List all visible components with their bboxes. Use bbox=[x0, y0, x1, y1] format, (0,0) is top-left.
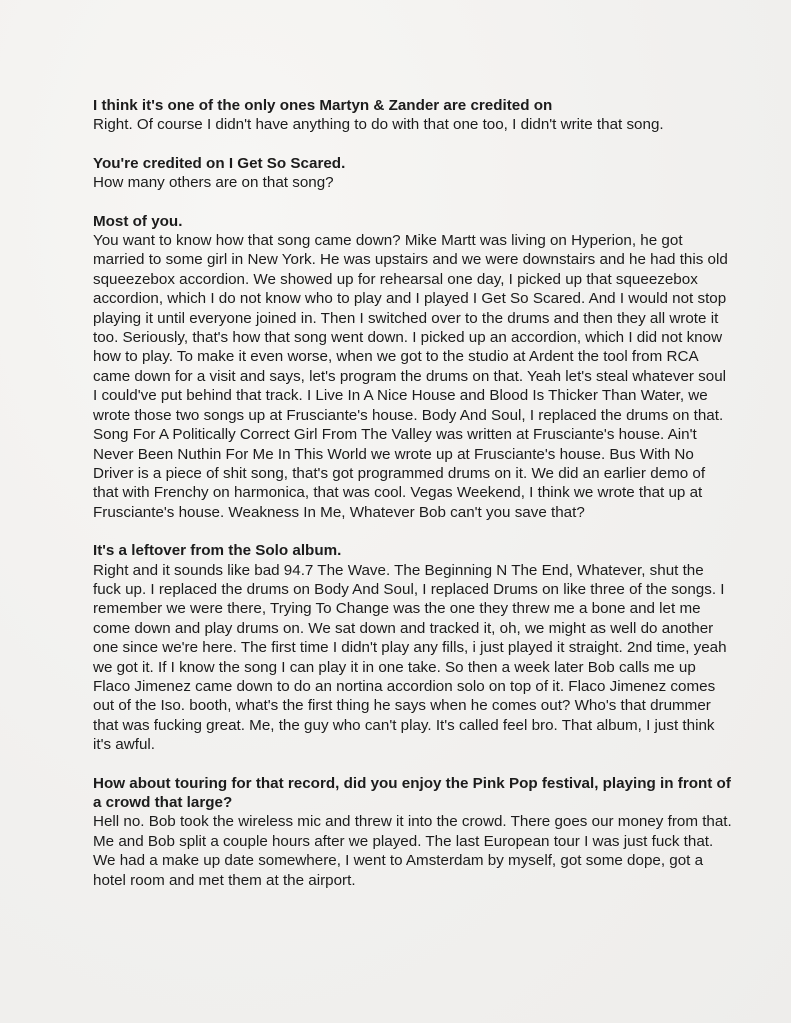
answer-4: Right and it sounds like bad 94.7 The Wave. The Beginning N The End, Whatever, shut the fuck up. I replaced the drums on Body And Soul, I replaced Drums on like three of the songs. I remember we were there, Trying To Change was the one they threw me a bone and let me come down and play drums on. We sat down and tracked it, oh, we might as well do another one since we're here. The first time I didn't play any fills, i just played it straight. 2nd time, yeah we got it. If I know the song I can play it in one take. So then a week later Bob calls me up Flaco Jimenez came down to do an nortina accordion solo on top of it. Flaco Jimenez comes out of the Iso. booth, what's the first thing he says when he comes out? Who's that drummer that was fucking great. Me, the guy who can't play. It's called feel bro. That album, I just think it's awful. bbox=[93, 561, 727, 754]
interview-transcript bbox=[93, 96, 733, 890]
qa-block-1 bbox=[93, 96, 733, 135]
qa-block-5 bbox=[93, 774, 733, 890]
qa-block-2 bbox=[93, 154, 733, 193]
question-4: It's a leftover from the Solo album. bbox=[93, 542, 342, 560]
answer-1: Right. Of course I didn't have anything to do with that one too, I didn't write that song. bbox=[93, 116, 664, 134]
question-1: I think it's one of the only ones Martyn & Zander are credited on bbox=[93, 97, 553, 114]
answer-3: You want to know how that song came down? Mike Martt was living on Hyperion, he got married to some girl in New York. He was upstairs and we were downstairs and he had this old squeezebox accordion. We showed up for rehearsal one day, I picked up that squeezebox accordion, which I do not know who to play and I played I Get So Scared. And I would not stop playing it until everyone joined in. Then I switched over to the drums and then they all wrote it too. Seriously, that's how that song went down. I picked up an accordion, which I did not know how to play. To make it even worse, when we got to the studio at Ardent the tool from RCA came down for a visit and says, let's program the drums on that. Yeah let's steal whatever soul I could've put behind that track. I Live In A Nice House and Blood Is Thicker Than Water, we wrote those two songs up at Frusciante's house. Body And Soul, I replaced the drums on that. Song For A Politically Correct Girl From The Valley was written at Frusciante's house. Ain't Never Been Nuthin For Me In This World we wrote up at Frusciante's house. Bus With No Driver is a piece of shit song, that's got programmed drums on it. We did an earlier demo of that with Frenchy on harmonica, that was cool. Vegas Weekend, I think we wrote that up at Frusciante's house. Weakness In Me, Whatever Bob can't you save that? bbox=[93, 232, 728, 521]
answer-2: How many others are on that song? bbox=[93, 174, 334, 192]
qa-block-4 bbox=[93, 541, 733, 754]
answer-5: Hell no. Bob took the wireless mic and threw it into the crowd. There goes our money from that. Me and Bob split a couple hours after we played. The last European tour I was just fuck that. We had a make up date somewhere, I went to Amsterdam by myself, got some dope, got a hotel room and met them at the airport. bbox=[93, 813, 732, 889]
qa-block-3 bbox=[93, 212, 733, 523]
question-2: You're credited on I Get So Scared. bbox=[93, 154, 346, 172]
question-3: Most of you. bbox=[93, 212, 183, 230]
question-5: How about touring for that record, did you enjoy the Pink Pop festival, playing in front of a crowd that large? bbox=[93, 774, 731, 811]
